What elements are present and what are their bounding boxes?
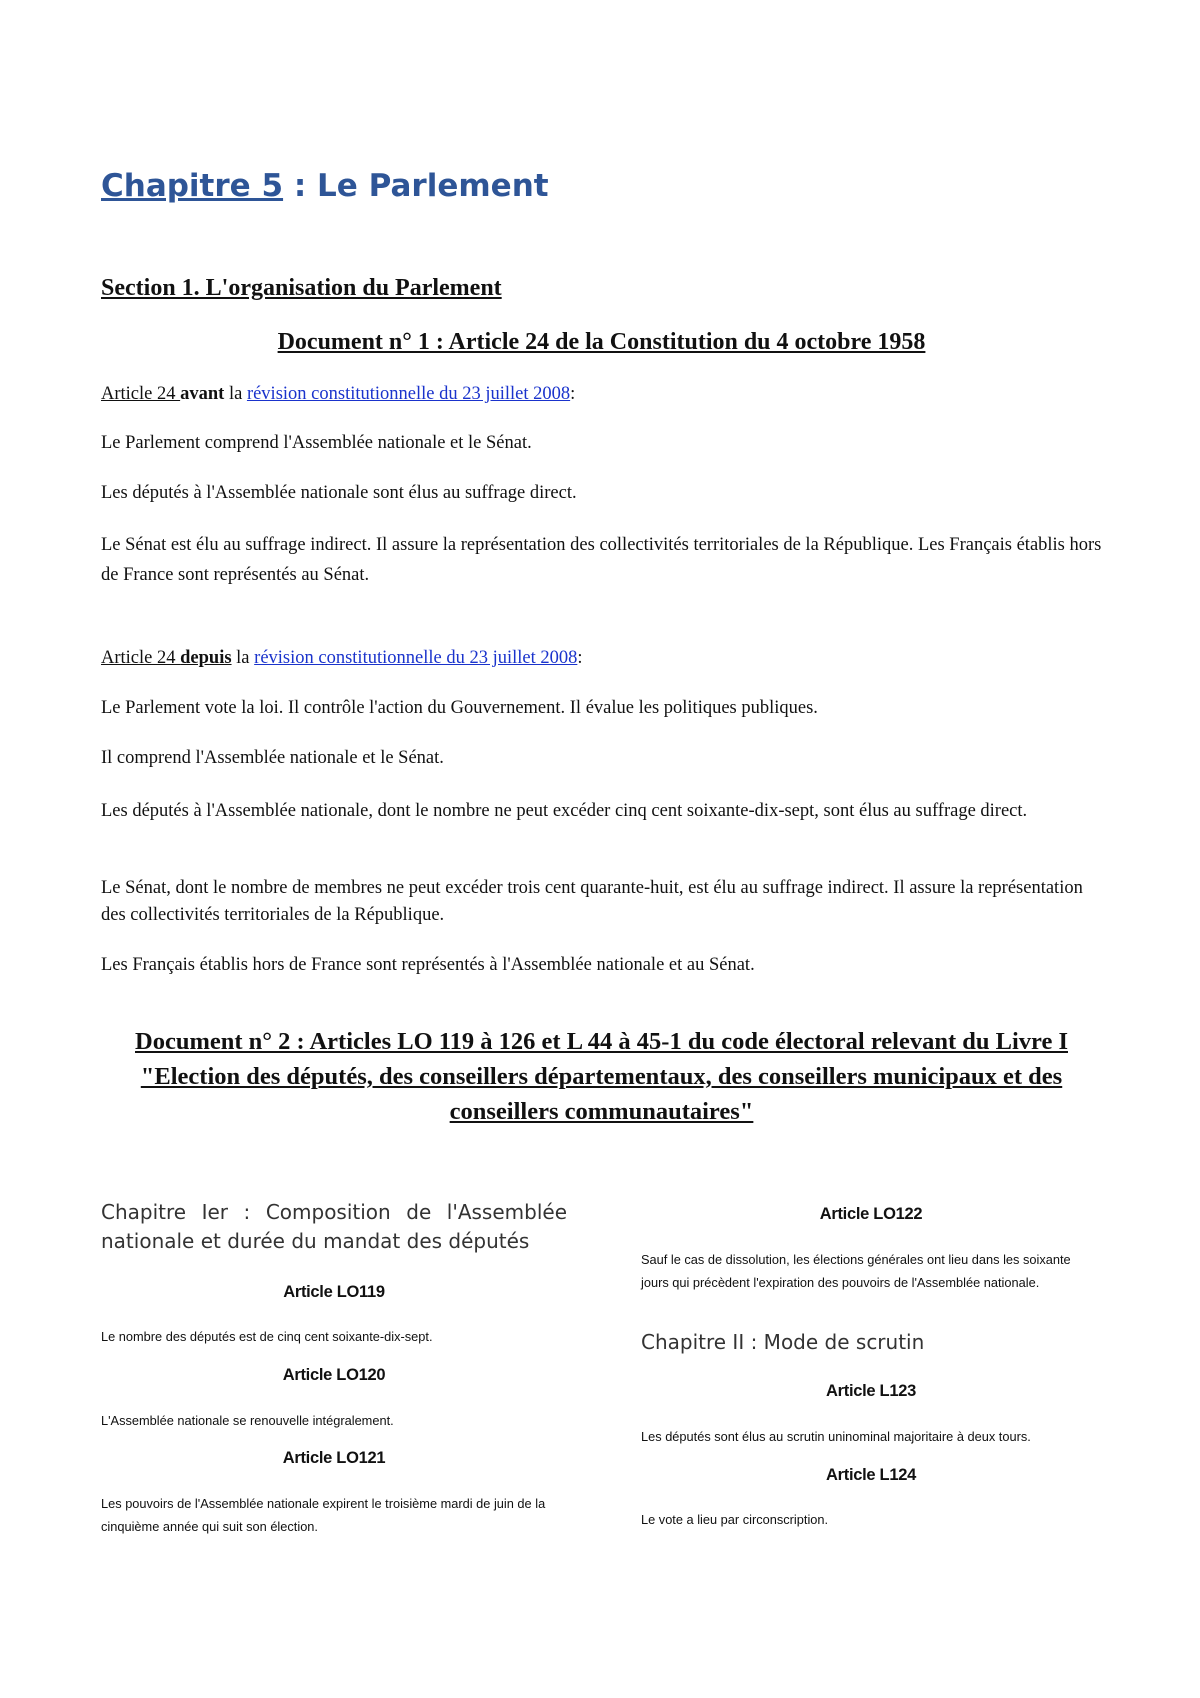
article-l124-text: Le vote a lieu par circonscription. bbox=[641, 1512, 829, 1527]
avant-keyword: avant bbox=[180, 384, 225, 404]
article-24-after-p1: Le Parlement vote la loi. Il contrôle l'action du Gouvernement. Il évalue les politiques publiques. bbox=[101, 698, 818, 718]
chapter-label: Chapitre 5 bbox=[101, 168, 284, 204]
article-lo119-text: Le nombre des députés est de cinq cent soixante-dix-sept. bbox=[101, 1329, 433, 1344]
article-lo120-heading: Article LO120 bbox=[282, 1366, 386, 1384]
article-lo121-heading: Article LO121 bbox=[282, 1449, 386, 1467]
article-lo122-heading: Article LO122 bbox=[819, 1205, 923, 1223]
article-24-after-p3: Les députés à l'Assemblée nationale, dont le nombre ne peut excéder cinq cent soixante-dix-sept, sont élus au suffrage direct. bbox=[101, 801, 1028, 821]
article-24-after-p5: Les Français établis hors de France sont représentés à l'Assemblée nationale et au Sénat. bbox=[101, 955, 755, 975]
revision-link[interactable]: révision constitutionnelle du 23 juillet 2008 bbox=[246, 384, 571, 404]
article-l123-text: Les députés sont élus au scrutin uninominal majoritaire à deux tours. bbox=[641, 1429, 1031, 1444]
chapter-title-rest: : Le Parlement bbox=[283, 168, 549, 204]
revision-link[interactable]: révision constitutionnelle du 23 juillet 2008 bbox=[254, 648, 578, 668]
article-24-before-p3: Le Sénat est élu au suffrage indirect. Il assure la représentation des collectivités territoriales de la République. Les Français établis hors de France sont représentés au Sénat. bbox=[101, 535, 1102, 585]
intro-colon: : bbox=[577, 648, 583, 668]
article-24-after-p4: Le Sénat, dont le nombre de membres ne peut excéder trois cent quarante-huit, est élu au suffrage indirect. Il assure la représentation des collectivités territoriales de la République. bbox=[101, 878, 1083, 925]
article-24-label: Article 24 bbox=[101, 648, 181, 668]
section-title: Section 1. L'organisation du Parlement bbox=[101, 275, 502, 301]
intro-connector: la bbox=[231, 648, 255, 668]
article-24-before-p1: Le Parlement comprend l'Assemblée nationale et le Sénat. bbox=[101, 433, 532, 453]
article-24-before-intro bbox=[101, 381, 1102, 408]
document-1-title: Document n° 1 : Article 24 de la Constitution du 4 octobre 1958 bbox=[277, 329, 926, 355]
article-24-before-p2: Les députés à l'Assemblée nationale sont élus au suffrage direct. bbox=[101, 483, 577, 503]
article-24-after-intro bbox=[101, 645, 1102, 672]
article-l124-heading: Article L124 bbox=[826, 1466, 916, 1484]
article-lo121-text: Les pouvoirs de l'Assemblée nationale expirent le troisième mardi de juin de la cinquième année qui suit son élection. bbox=[101, 1496, 546, 1534]
document-2-title: Document n° 2 : Articles LO 119 à 126 et L 44 à 45-1 du code électoral relevant du Livre I "Election des députés, des conseillers départementaux, des conseillers municipaux et des conseillers communautaires" bbox=[135, 1028, 1068, 1125]
article-l123-heading: Article L123 bbox=[826, 1382, 916, 1400]
left-chapter-heading: Chapitre Ier : Composition de l'Assemblée nationale et durée du mandat des députés bbox=[101, 1200, 567, 1253]
depuis-keyword: depuis bbox=[180, 648, 232, 668]
right-chapter-heading: Chapitre II : Mode de scrutin bbox=[641, 1330, 925, 1354]
intro-colon: : bbox=[570, 384, 576, 404]
article-lo120-text: L'Assemblée nationale se renouvelle intégralement. bbox=[101, 1413, 394, 1428]
chapter-title bbox=[101, 166, 549, 206]
article-24-after-p2: Il comprend l'Assemblée nationale et le Sénat. bbox=[101, 748, 444, 768]
article-lo122-text: Sauf le cas de dissolution, les élections générales ont lieu dans les soixante jours qui précèdent l'expiration des pouvoirs de l'Assemblée nationale. bbox=[641, 1252, 1071, 1290]
article-24-label: Article 24 bbox=[101, 384, 181, 404]
article-lo119-heading: Article LO119 bbox=[283, 1283, 385, 1301]
intro-connector: la bbox=[224, 384, 247, 404]
